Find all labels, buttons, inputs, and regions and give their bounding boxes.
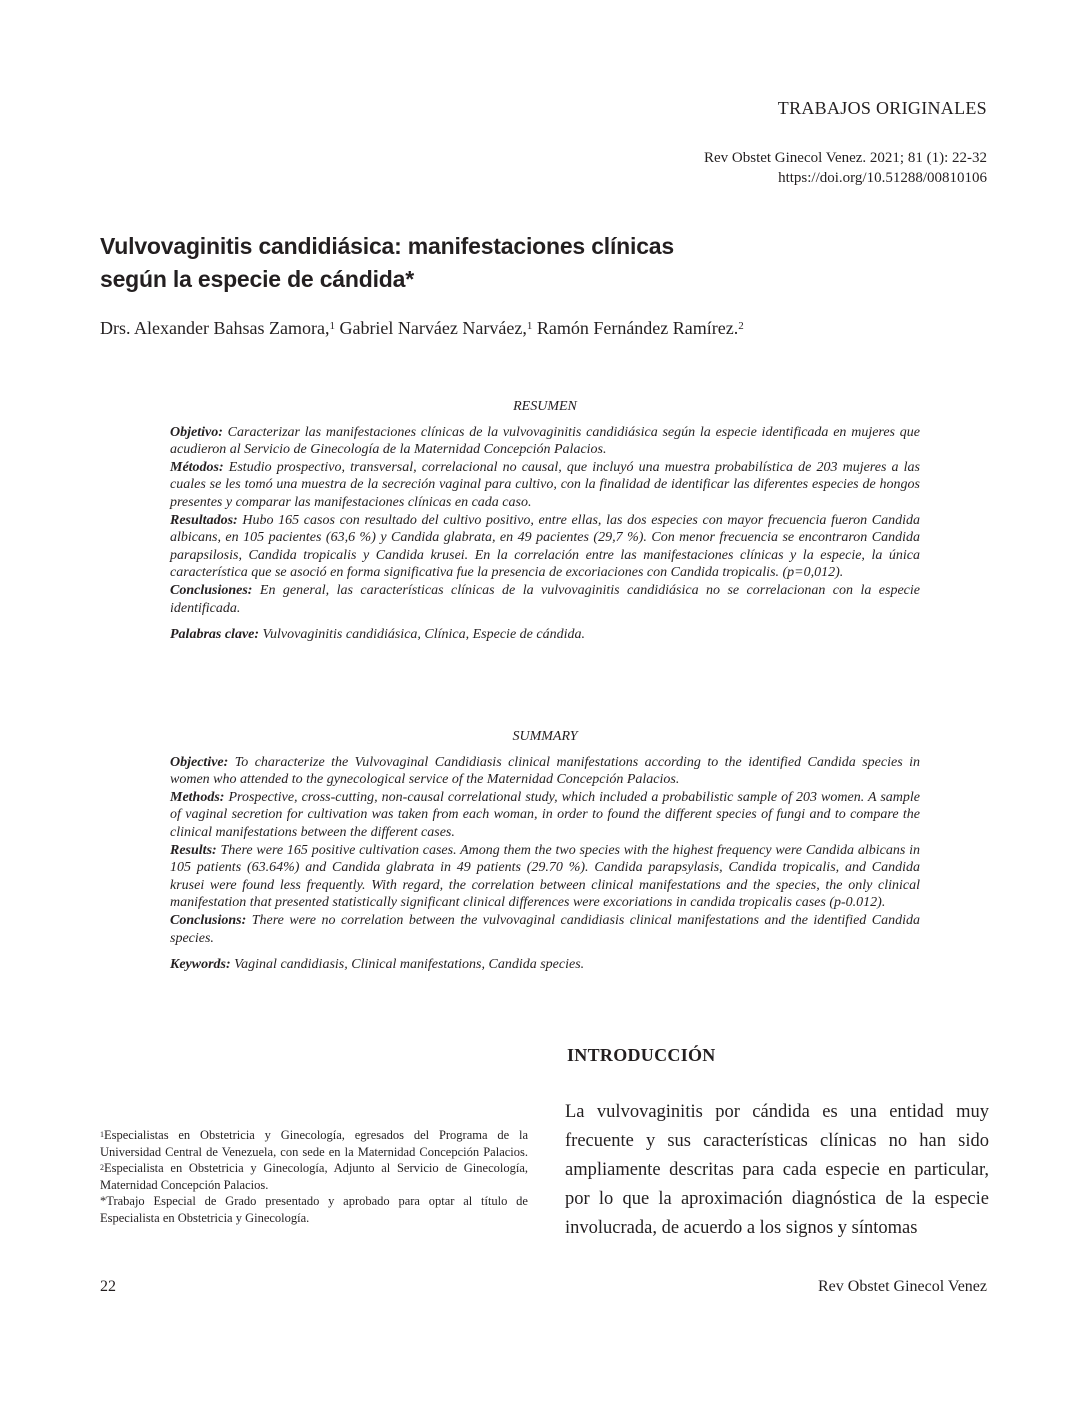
introduction-heading: INTRODUCCIÓN — [567, 1045, 716, 1065]
summary-conclusions — [170, 912, 920, 947]
footnote-1-text: Especialistas en Obstetricia y Ginecología, egresados del Programa de la Universidad Central de Venezuela, con sede en la Maternidad Concepción Palacios. — [100, 1128, 528, 1159]
results-label: Results: — [170, 842, 217, 858]
summary-heading: SUMMARY — [512, 729, 578, 744]
palabras-clave-label: Palabras clave: — [170, 627, 260, 643]
summary-keywords — [170, 956, 920, 974]
metodos-text: Estudio prospectivo, transversal, correlacional no causal, que incluyó una muestra probabilística de 203 mujeres a las cuales se les tomó una muestra de la secreción vaginal para cultivo, con la finalidad de identificar las diferentes especies de hongos presentes y comparar las manifestaciones clínicas en cada caso. — [170, 459, 920, 510]
author-list — [100, 316, 1000, 340]
footnotes — [100, 1127, 528, 1226]
author-3: Ramón Fernández Ramírez. — [532, 318, 739, 338]
keywords-label: Keywords: — [170, 957, 231, 973]
title-line-2: según la especie de cándida* — [100, 266, 414, 292]
conclusions-text: There were no correlation between the vulvovaginal candidiasis clinical manifestations and the identified Candida species. — [170, 912, 920, 946]
title-line-1: Vulvovaginitis candidiásica: manifestaciones clínicas — [100, 233, 674, 259]
objective-text: To characterize the Vulvovaginal Candidiasis clinical manifestations according to the identified Candida species in women who attended to the gynecological service of the Maternidad Concepción Palacios. — [170, 754, 920, 788]
author-1: Alexander Bahsas Zamora, — [134, 318, 330, 338]
objective-label: Objective: — [170, 754, 229, 770]
conclusiones-label: Conclusiones: — [170, 582, 253, 598]
conclusions-label: Conclusions: — [170, 912, 247, 928]
resumen-metodos — [170, 459, 920, 512]
metodos-label: Métodos: — [170, 459, 224, 475]
abstract-english — [170, 728, 920, 974]
footnote-affiliations — [100, 1127, 528, 1193]
resumen-objetivo — [170, 424, 920, 459]
resultados-text: Hubo 165 casos con resultado del cultivo positivo, entre ellas, las dos especies con mayor frecuencia fueron Candida albicans, en 105 pacientes (63,6 %) y Candida glabrata, en 49 pacientes (29,7 %). Con menor frecuencia se encontraron Candida parapsilosis, Candida tropicalis y Candida krusei. En la correlación entre las manifestaciones clínicas y la especie, la única característica que se asoció en forma significativa fue la presencia de excoriaciones con Candida tropicalis. (p=0,012). — [170, 512, 920, 581]
summary-methods — [170, 789, 920, 842]
doi-link[interactable]: https://doi.org/10.51288/00810106 — [778, 170, 987, 186]
citation-reference: Rev Obstet Ginecol Venez. 2021; 81 (1): 22-32 — [703, 150, 987, 166]
summary-objective — [170, 754, 920, 789]
page-number: 22 — [100, 1278, 116, 1295]
methods-text: Prospective, cross-cutting, non-causal correlational study, which included a probabilistic sample of 203 women. A sample of vaginal secretion for cultivation was taken from each woman, in order to found the different species of fungi and to compare the clinical manifestations between the different cases. — [170, 789, 920, 840]
abstract-spanish — [170, 398, 920, 644]
authors-prefix: Drs. — [100, 318, 135, 338]
footnote-thesis-note: *Trabajo Especial de Grado presentado y aprobado para optar al título de Especialista en Obstetricia y Ginecología. — [100, 1194, 528, 1225]
author-2-affiliation: 1 — [526, 320, 533, 332]
footnote-1-marker: 1 — [100, 1130, 104, 1139]
introduction-paragraph: La vulvovaginitis por cándida es una entidad muy frecuente y sus características clínicas no han sido ampliamente descritas para cada especie en particular, por lo que la aproximación diagnóstica de la especie involucrada, de acuerdo a los signos y síntomas — [565, 1102, 989, 1238]
resumen-conclusiones — [170, 582, 920, 617]
summary-results — [170, 842, 920, 912]
section-label: TRABAJOS ORIGINALES — [777, 98, 987, 118]
methods-label: Methods: — [170, 789, 225, 805]
resumen-resultados — [170, 512, 920, 582]
conclusiones-text: En general, las características clínicas de la vulvovaginitis candidiásica no se correlacionan con la especie identificada. — [170, 582, 920, 616]
keywords-text: Vaginal candidiasis, Clinical manifestations, Candida species. — [230, 957, 585, 973]
author-3-affiliation: 2 — [738, 320, 744, 332]
running-footer: Rev Obstet Ginecol Venez — [818, 1278, 987, 1295]
author-2: Gabriel Narváez Narváez, — [334, 318, 527, 338]
article-title — [100, 230, 900, 296]
objetivo-label: Objetivo: — [170, 424, 223, 440]
citation — [704, 148, 987, 188]
resumen-keywords — [170, 626, 920, 644]
palabras-clave-text: Vulvovaginitis candidiásica, Clínica, Especie de cándida. — [259, 627, 585, 643]
author-1-affiliation: 1 — [329, 320, 335, 332]
objetivo-text: Caracterizar las manifestaciones clínicas de la vulvovaginitis candidiásica según la especie identificada en mujeres que acudieron al Servicio de Ginecología de la Maternidad Concepción Palacios. — [170, 424, 920, 458]
resumen-heading: RESUMEN — [513, 399, 577, 414]
footnote-2-text: Especialista en Obstetricia y Ginecología, Adjunto al Servicio de Ginecología, Maternidad Concepción Palacios. — [100, 1161, 528, 1192]
results-text: There were 165 positive cultivation cases. Among them the two species with the highest frequency were Candida albicans in 105 patients (63.64%) and Candida glabrata in 49 patients (29.70 %). Candida parapsylasis, Candida tropicalis, and Candida krusei were found less frequently. With regard, the correlation between clinical manifestations and the species, the only clinical manifestation that presented statistically significant clinical differences were excoriations in candida tropicalis cases (p-0.012). — [170, 842, 920, 911]
introduction-body — [565, 1098, 989, 1243]
resultados-label: Resultados: — [170, 512, 238, 528]
footnote-2-marker: 2 — [100, 1163, 104, 1172]
